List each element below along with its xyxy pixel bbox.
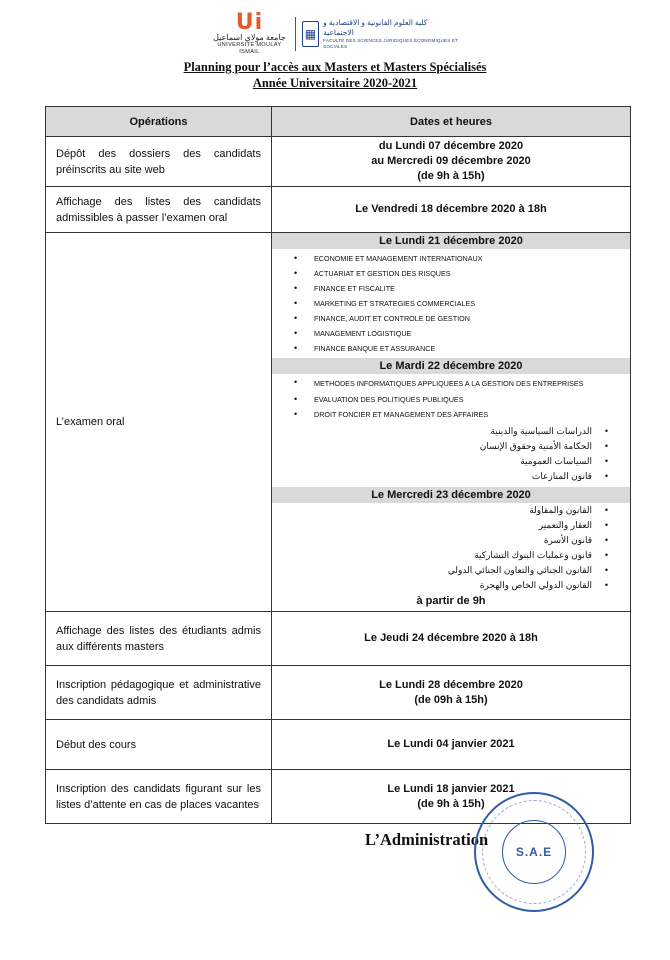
academic-year: Année Universitaire 2020-2021: [252, 76, 418, 90]
date-cell: Le Jeudi 24 décembre 2020 à 18h: [272, 612, 631, 666]
exam-day-3: Le Mercredi 23 décembre 2020: [272, 487, 630, 503]
university-name-latin: UNIVERSITÉ MOULAY ISMAIL: [217, 41, 282, 55]
list-item: • القانون الجنائي والتعاون الجنائي الدولي: [272, 563, 608, 578]
operation-cell: Début des cours: [46, 720, 272, 770]
table-row: [46, 666, 631, 720]
table-row: [46, 720, 631, 770]
table-row: [46, 137, 631, 187]
operation-cell: Inscription pédagogique et administrative des candidats admis: [46, 666, 272, 720]
faculty-name-latin: FACULTÉ DES SCIENCES JURIDIQUES ÉCONOMIQUES ET SOCIALES: [323, 38, 458, 49]
list-item: • EVALUATION DES POLITIQUES PUBLIQUES: [294, 392, 610, 407]
list-item: • القانون والمقاولة: [272, 503, 608, 518]
list-item: • قانون المنازعات: [272, 469, 608, 484]
date-cell: Le Lundi 18 janvier 2021 (de 9h à 15h): [272, 770, 631, 824]
exam-start-time: à partir de 9h: [416, 595, 486, 607]
list-item: • قانون الأسرة: [272, 533, 608, 548]
date-cell: du Lundi 07 décembre 2020 au Mercredi 09 décembre 2020 (de 9h à 15h): [272, 137, 631, 187]
date-cell: Le Lundi 28 décembre 2020 (de 09h à 15h): [272, 666, 631, 720]
operation-cell: Inscription des candidats figurant sur les listes d’attente en cas de places vacantes: [46, 770, 272, 824]
list-item: • الدراسات السياسية والدينية: [272, 424, 608, 439]
list-item: • ACTUARIAT ET GESTION DES RISQUES: [294, 266, 610, 281]
day1-master-list: [272, 249, 630, 358]
day3-arabic-list: [272, 503, 630, 593]
list-item: • الحكامة الأمنية وحقوق الإنسان: [272, 439, 608, 454]
table-row-exam: [46, 233, 631, 612]
date-cell: Le Vendredi 18 décembre 2020 à 18h: [272, 187, 631, 233]
date-cell: Le Lundi 04 janvier 2021: [272, 720, 631, 770]
list-item: • MANAGEMENT LOGISTIQUE: [294, 326, 610, 341]
list-item: • MARKETING ET STRATEGIES COMMERCIALES: [294, 296, 610, 311]
list-item: • السياسات العمومية: [272, 454, 608, 469]
day2-master-list: [272, 374, 630, 424]
operation-cell: Affichage des listes des étudiants admis aux différents masters: [46, 612, 272, 666]
exam-schedule-cell: [272, 233, 631, 612]
university-logo: Ui جامعة مولاي اسماعيل UNIVERSITÉ MOULAY ISMAIL: [210, 13, 289, 56]
list-item: • METHODES INFORMATIQUES APPLIQUEES A LA GESTION DES ENTREPRISES: [294, 376, 610, 392]
operation-cell: L’examen oral: [46, 233, 272, 612]
table-row: [46, 612, 631, 666]
header-operations: Opérations: [46, 107, 272, 137]
list-item: • القانون الدولي الخاص والهجرة: [272, 578, 608, 593]
exam-day-2: Le Mardi 22 décembre 2020: [272, 358, 630, 374]
signature-administration: L’Administration: [365, 830, 489, 849]
document-title: Planning pour l’accès aux Masters et Masters Spécialisés: [183, 60, 487, 74]
list-item: • قانون وعمليات البنوك التشاركية: [272, 548, 608, 563]
day2-arabic-list: [272, 424, 630, 484]
university-name-arabic: جامعة مولاي اسماعيل: [213, 32, 286, 42]
table-row: [46, 187, 631, 233]
operation-cell: Affichage des listes des candidats admissibles à passer l’examen oral: [46, 187, 272, 233]
faculty-name-arabic: كلية العلوم القانونية و الاقتصادية و الاجتماعية: [323, 18, 428, 37]
list-item: • FINANCE BANQUE ET ASSURANCE: [294, 341, 610, 356]
list-item: • ECONOMIE ET MANAGEMENT INTERNATIONAUX: [294, 251, 610, 266]
table-header-row: [46, 107, 631, 137]
faculty-logo: [302, 18, 460, 50]
logo-divider: [295, 17, 296, 51]
operation-cell: Dépôt des dossiers des candidats préinscrits au site web: [46, 137, 272, 187]
planning-table: [45, 106, 631, 824]
list-item: • العقار والتعمير: [272, 518, 608, 533]
stamp-center: S.A.E: [502, 820, 566, 884]
list-item: • FINANCE ET FISCALITE: [294, 281, 610, 296]
faculty-emblem-icon: ▦: [302, 21, 319, 47]
letterhead: [210, 9, 460, 55]
list-item: • FINANCE, AUDIT ET CONTROLE DE GESTION: [294, 311, 610, 326]
list-item: • DROIT FONCIER ET MANAGEMENT DES AFFAIRES: [294, 407, 610, 422]
official-stamp: [474, 792, 594, 912]
header-dates: Dates et heures: [272, 107, 631, 137]
exam-day-1: Le Lundi 21 décembre 2020: [272, 233, 630, 249]
